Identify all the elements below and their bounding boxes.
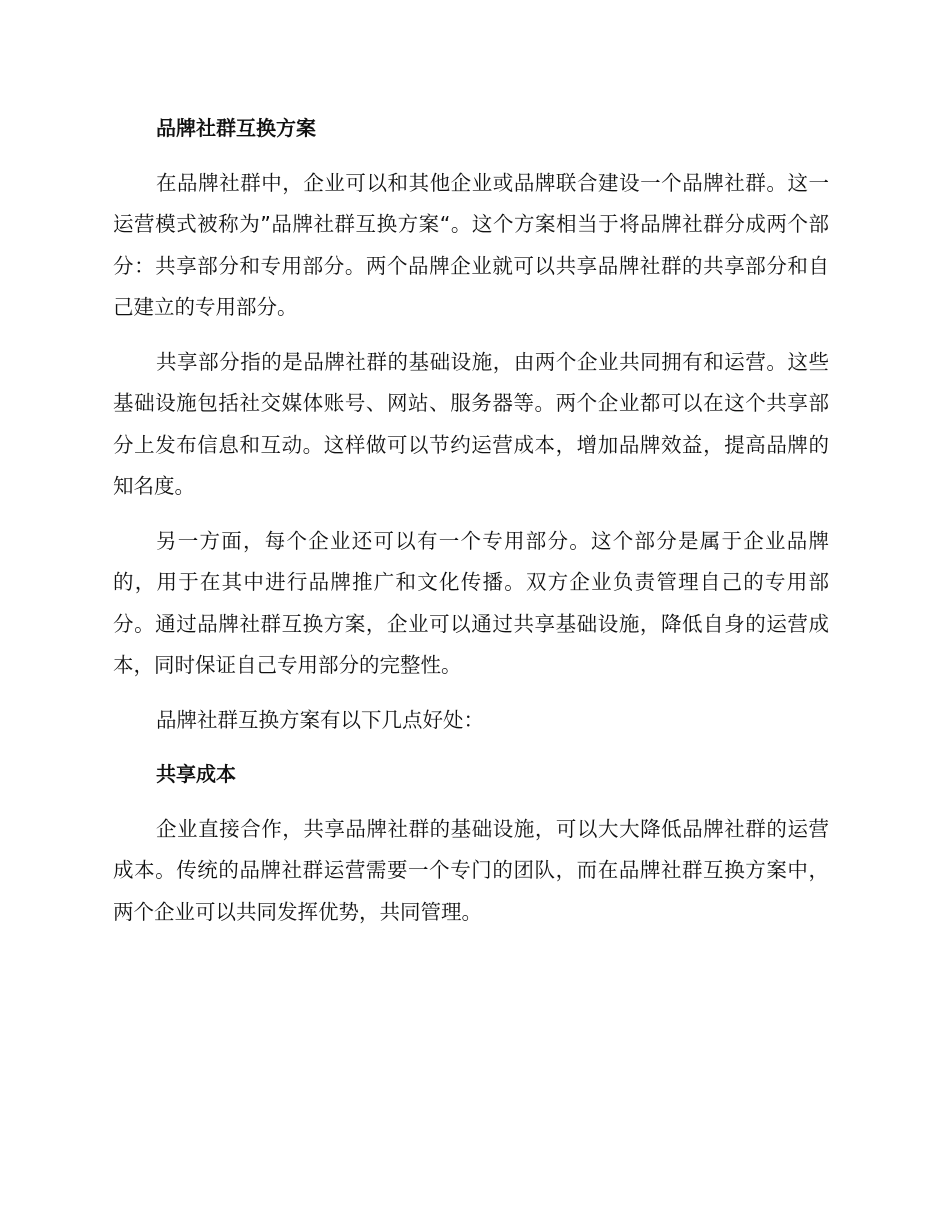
paragraph-dedicated-part: 另一方面，每个企业还可以有一个专用部分。这个部分是属于企业品牌的，用于在其中进行品牌推广和文化传播。双方企业负责管理自己的专用部分。通过品牌社群互换方案，企业可以通过共享基础设施，降低自身的运营成本，同时保证自己专用部分的完整性。 xyxy=(113,528,829,677)
paragraph-shared-cost: 企业直接合作，共享品牌社群的基础设施，可以大大降低品牌社群的运营成本。传统的品牌社群运营需要一个专门的团队，而在品牌社群互换方案中，两个企业可以共同发挥优势，共同管理。 xyxy=(113,816,829,924)
section-heading-brand-community-exchange: 品牌社群互换方案 xyxy=(156,116,316,140)
section-heading-shared-cost: 共享成本 xyxy=(156,762,236,786)
paragraph-intro: 在品牌社群中，企业可以和其他企业或品牌联合建设一个品牌社群。这一运营模式被称为”品牌社群互换方案“。这个方案相当于将品牌社群分成两个部分：共享部分和专用部分。两个品牌企业就可以共享品牌社群的共享部分和自己建立的专用部分。 xyxy=(113,170,829,319)
paragraph-shared-part: 共享部分指的是品牌社群的基础设施，由两个企业共同拥有和运营。这些基础设施包括社交媒体账号、网站、服务器等。两个企业都可以在这个共享部分上发布信息和互动。这样做可以节约运营成本，增加品牌效益，提高品牌的知名度。 xyxy=(113,349,829,498)
paragraph-benefits-intro: 品牌社群互换方案有以下几点好处： xyxy=(156,707,484,732)
document-page xyxy=(113,108,829,933)
